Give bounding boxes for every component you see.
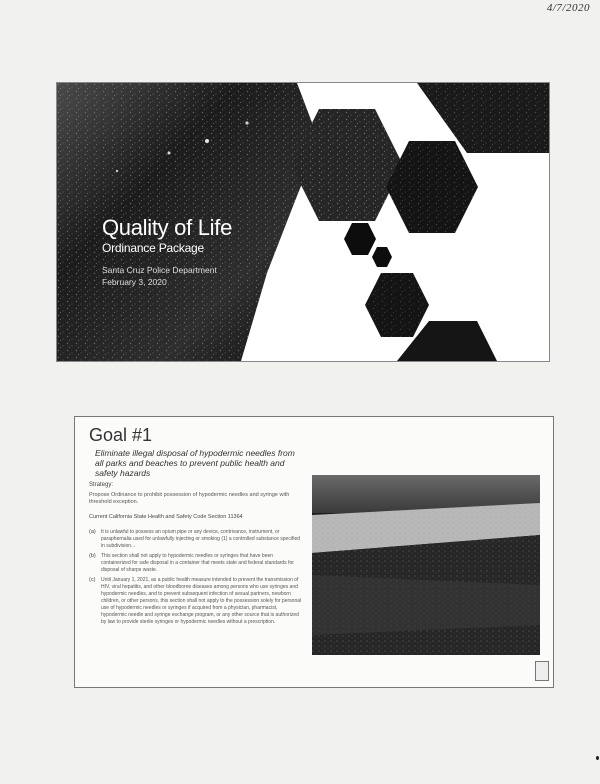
slide-subtitle: Ordinance Package [102, 241, 204, 255]
goal-slide [74, 416, 554, 688]
strategy-label: Strategy: [89, 482, 114, 488]
current-law-reference: Current California State Health and Safety Code Section 11364 [89, 514, 243, 520]
slide-title: Quality of Life [102, 215, 233, 240]
list-item [89, 553, 304, 574]
list-item-text: It is unlawful to possess an opium pipe or any device, contrivance, instrument, or paraphernalia used for unlawfully injecting or smoking (1) a controlled substance specified in subdivision... [101, 529, 300, 549]
list-item-number: (b) [89, 553, 96, 559]
list-item [89, 577, 304, 626]
title-slide [56, 82, 550, 362]
list-item-number: (a) [89, 529, 96, 535]
beach-photo [312, 475, 540, 655]
goal-statement: Eliminate illegal disposal of hypodermic needles from all parks and beaches to prevent public health and safety hazards [95, 448, 295, 478]
list-item-number: (c) [89, 577, 96, 583]
slide-department: Santa Cruz Police Department [102, 265, 217, 275]
scan-speck [596, 756, 599, 760]
logo-mark-icon [535, 661, 549, 681]
law-subsection-list [89, 529, 304, 629]
list-item-text: This section shall not apply to hypodermic needles or syringes that have been containerized for safe disposal in a container that meets state and federal standards for disposal of sharps waste. [101, 553, 294, 573]
slide-date: February 3, 2020 [102, 277, 167, 287]
strategy-text: Propose Ordinance to prohibit possession of hypodermic needles and syringe with threshold exception. [89, 492, 290, 505]
list-item [89, 529, 304, 550]
goal-heading: Goal #1 [89, 425, 153, 445]
list-item-text: Until January 1, 2021, as a public health measure intended to prevent the transmission of HIV, viral hepatitis, and other bloodborne diseases among persons who use syringes and hypodermic needles, and to prevent subsequent infection of sexual partners, newborn children, or other persons, this section shall not apply to the possession solely for personal use of hypodermic needles or syringes if acquired from a physician, pharmacist, hypodermic needle and syringe exchange program, or any other source that is authorized by law to provide sterile syringes or hypodermic needles without a prescription. [101, 577, 302, 625]
page-corner-mark: 4/7/2020 [546, 2, 590, 14]
